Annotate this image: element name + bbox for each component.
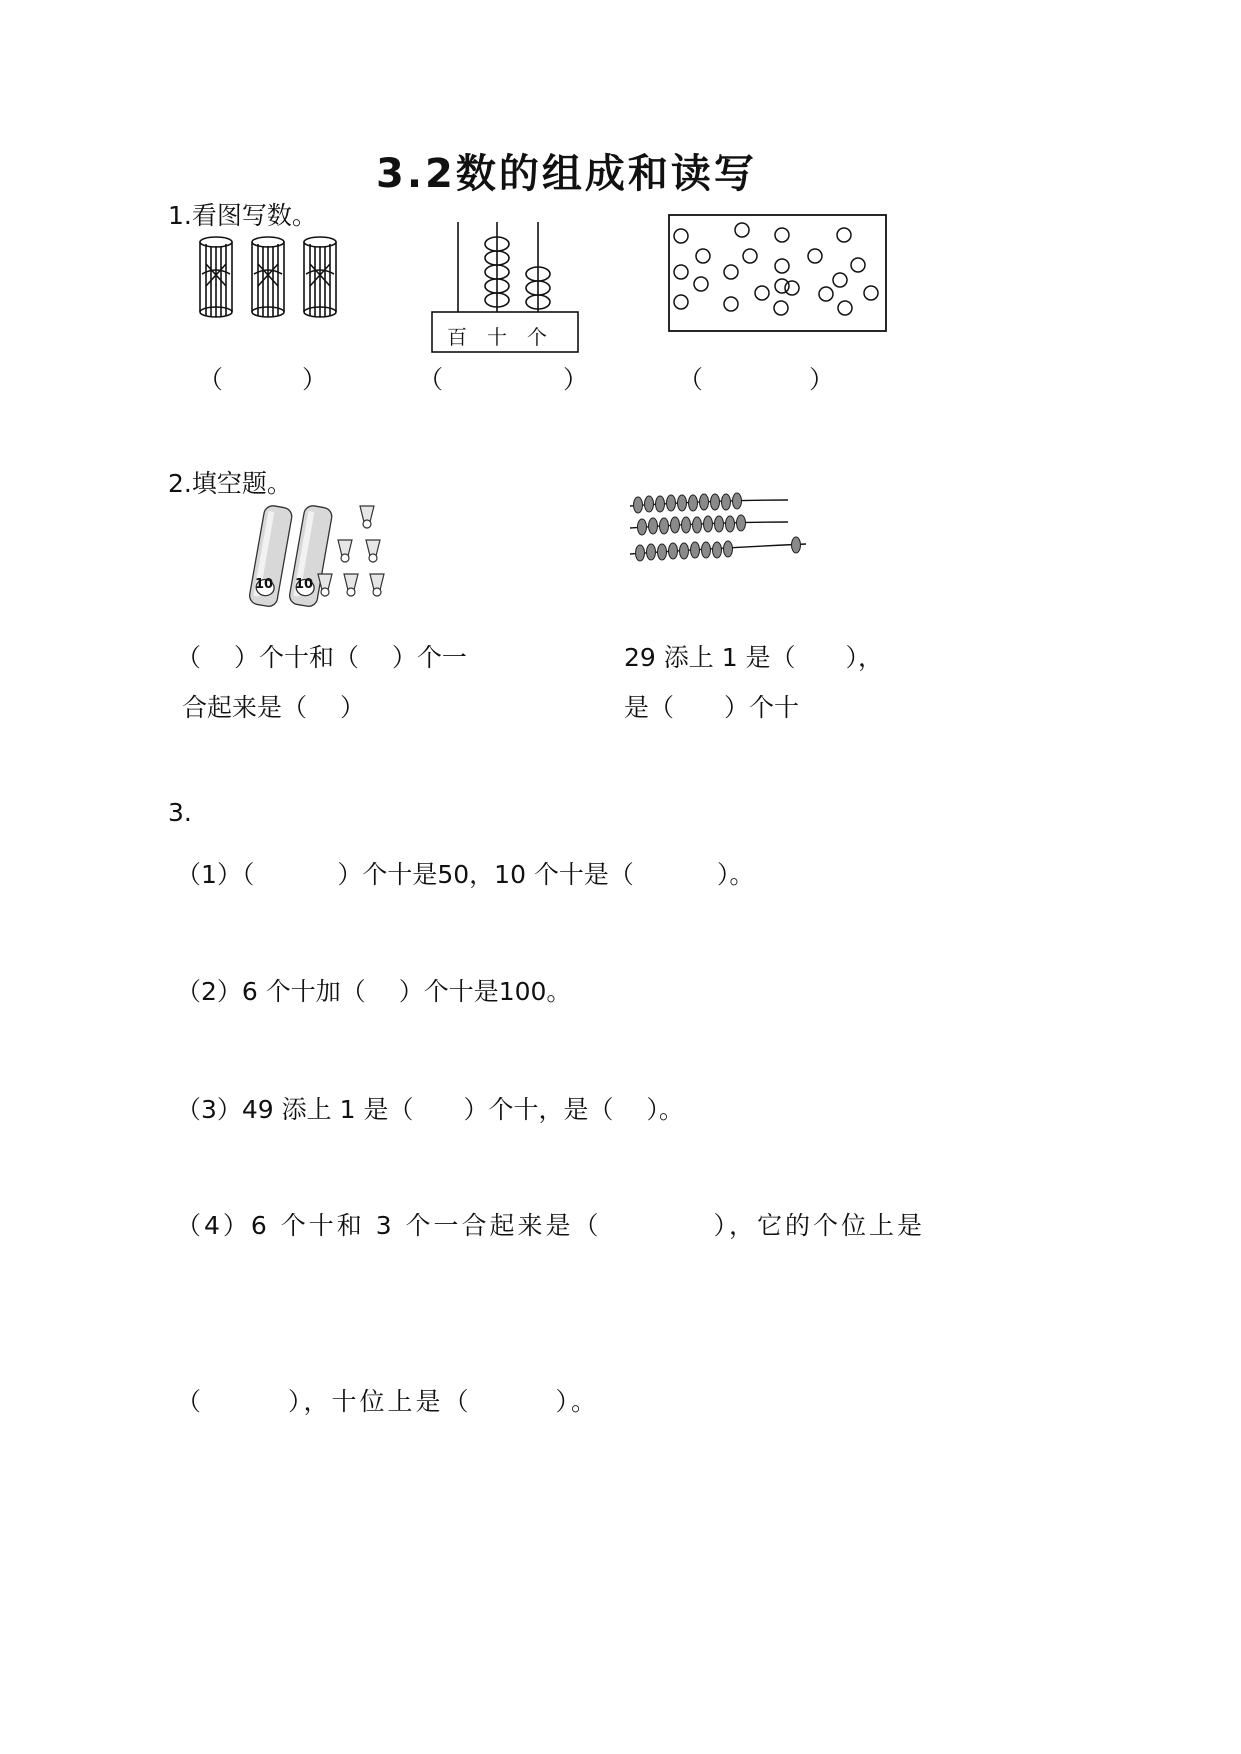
bead-strings-figure bbox=[626, 486, 816, 568]
abacus-label-ones: 个 bbox=[527, 325, 547, 349]
bead bbox=[669, 543, 678, 559]
bead bbox=[702, 542, 711, 558]
bead bbox=[715, 516, 724, 532]
page-title: 3.2数的组成和读写 bbox=[376, 151, 757, 197]
q1-blank-1-open: （ bbox=[198, 365, 224, 394]
abacus-label-hundreds: 百 bbox=[447, 325, 467, 349]
bead bbox=[671, 517, 680, 533]
bead bbox=[700, 494, 709, 510]
shuttlecock-tube bbox=[248, 504, 293, 607]
bead bbox=[649, 518, 658, 534]
bead bbox=[724, 541, 733, 557]
stick-bundle bbox=[200, 237, 232, 317]
counting-circle bbox=[819, 287, 833, 301]
bead bbox=[722, 494, 731, 510]
stick-bundle bbox=[252, 237, 284, 317]
q2-heading: 2.填空题。 bbox=[168, 469, 292, 498]
bead bbox=[713, 542, 722, 558]
counting-circle bbox=[724, 265, 738, 279]
counting-circle bbox=[808, 249, 822, 263]
bead bbox=[636, 545, 645, 561]
q1-blank-1-close: ） bbox=[302, 365, 328, 394]
bead bbox=[691, 542, 700, 558]
counting-circle bbox=[785, 281, 799, 295]
circles-box-figure bbox=[668, 214, 888, 332]
counting-circle bbox=[724, 297, 738, 311]
bead bbox=[667, 495, 676, 511]
counting-circle bbox=[774, 301, 788, 315]
counting-circle bbox=[696, 249, 710, 263]
abacus-label-tens: 十 bbox=[487, 325, 507, 349]
stick-bundle bbox=[304, 237, 336, 317]
bead bbox=[711, 494, 720, 510]
bead bbox=[638, 519, 647, 535]
bead bbox=[693, 517, 702, 533]
q1-blank-2-close: ） bbox=[563, 365, 589, 394]
tube-label-2: 10 bbox=[295, 577, 314, 592]
q2-left-line-1: （ ）个十和（ ）个一 bbox=[176, 643, 467, 672]
bead bbox=[658, 544, 667, 560]
shuttlecock-figure bbox=[240, 500, 400, 612]
q1-blank-2-open: （ bbox=[418, 365, 444, 394]
q3-item-3: （3）49 添上 1 是（ ）个十，是（ ）。 bbox=[176, 1095, 684, 1124]
q1-heading: 1.看图写数。 bbox=[168, 201, 317, 230]
q2-right-line-2: 是（ ）个十 bbox=[624, 693, 800, 722]
q2-left-line-2: 合起来是（ ） bbox=[182, 693, 365, 722]
bead bbox=[792, 537, 801, 553]
stick-bundles-figure bbox=[196, 234, 346, 320]
q3-item-1: （1）（ ）个十是50，10 个十是（ ）。 bbox=[176, 860, 755, 889]
bead bbox=[689, 495, 698, 511]
bead bbox=[647, 544, 656, 560]
tube-label-1: 10 bbox=[255, 577, 274, 592]
bead bbox=[733, 493, 742, 509]
counting-circle bbox=[674, 295, 688, 309]
q3-heading: 3. bbox=[168, 798, 192, 827]
counting-circle bbox=[851, 258, 865, 272]
counting-circle bbox=[833, 273, 847, 287]
q1-blank-3-close: ） bbox=[809, 365, 835, 394]
counting-circle bbox=[674, 229, 688, 243]
bead bbox=[726, 516, 735, 532]
bead bbox=[660, 518, 669, 534]
bead bbox=[656, 496, 665, 512]
q1-blank-3-open: （ bbox=[678, 365, 704, 394]
counting-circle bbox=[694, 277, 708, 291]
counting-circle bbox=[838, 301, 852, 315]
counting-circle bbox=[743, 249, 757, 263]
q2-right-line-1: 29 添上 1 是（ ）， bbox=[624, 643, 884, 672]
q3-item-4: （4）6 个十和 3 个一合起来是（ ），它的个位上是 bbox=[176, 1211, 926, 1240]
counting-circle bbox=[837, 228, 851, 242]
counting-circle bbox=[864, 286, 878, 300]
bead bbox=[737, 515, 746, 531]
counting-circle bbox=[735, 223, 749, 237]
counting-circle bbox=[775, 259, 789, 273]
bead bbox=[682, 517, 691, 533]
q3-item-4-continued: （ ），十位上是（ ）。 bbox=[176, 1387, 600, 1416]
bead bbox=[704, 516, 713, 532]
bead bbox=[634, 497, 643, 513]
bead bbox=[678, 495, 687, 511]
bead bbox=[680, 543, 689, 559]
bead bbox=[645, 496, 654, 512]
counting-circle bbox=[755, 286, 769, 300]
counting-circle bbox=[775, 279, 789, 293]
q3-item-2: （2）6 个十加（ ）个十是100。 bbox=[176, 977, 572, 1006]
counting-circle bbox=[775, 228, 789, 242]
counting-circle bbox=[674, 265, 688, 279]
